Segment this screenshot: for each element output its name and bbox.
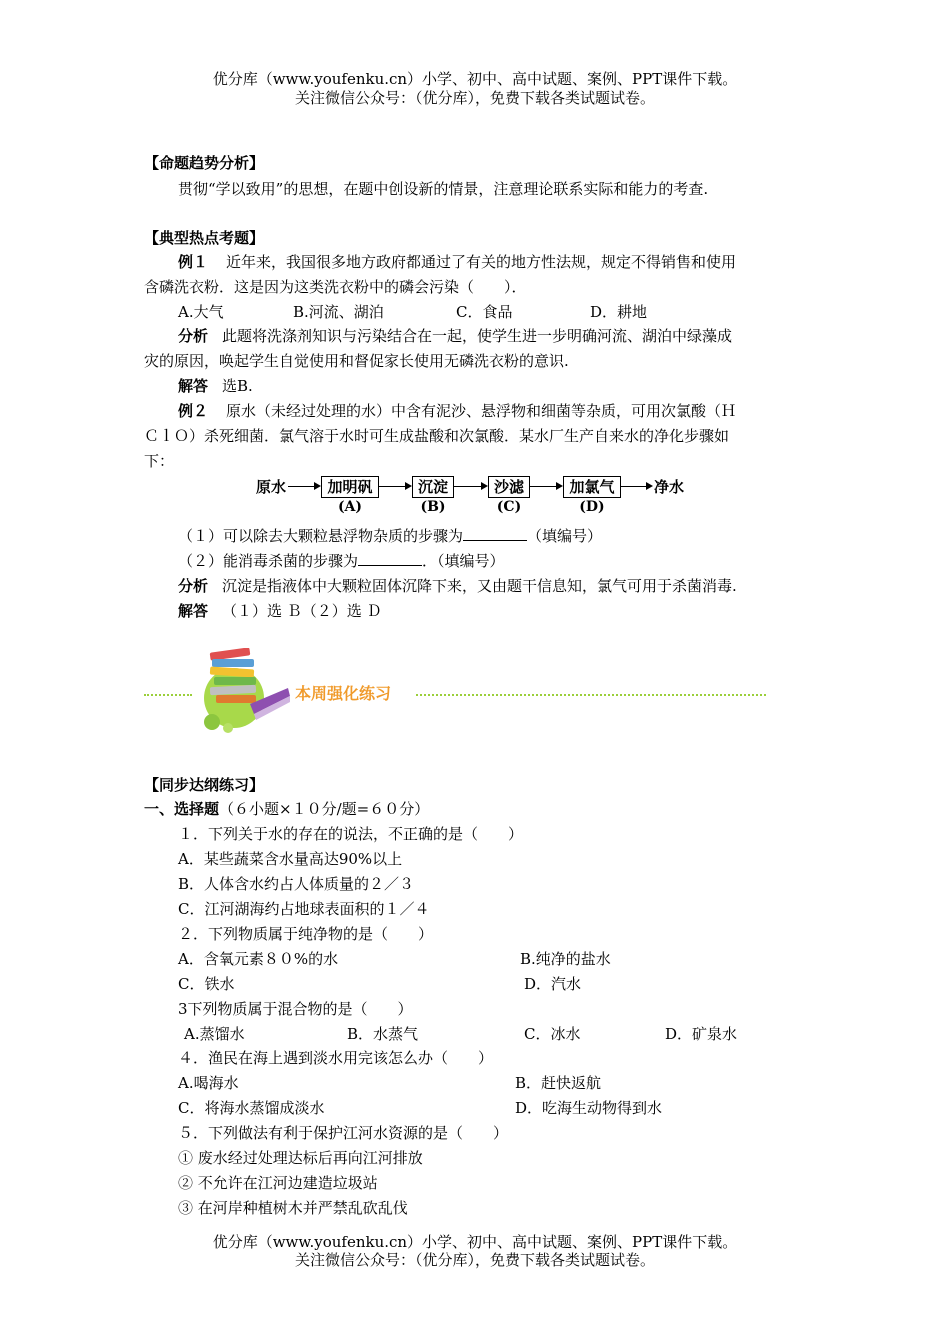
flow-arrow bbox=[621, 486, 651, 487]
flow-arrow bbox=[288, 486, 319, 487]
ex1-answer: 选B. bbox=[222, 377, 253, 395]
ex1-line-2: 含磷洗衣粉．这是因为这类洗衣粉中的磷会污染（ ）． bbox=[144, 278, 527, 296]
ex1-option-b: B.河流、湖泊 bbox=[293, 303, 384, 321]
ex1-answer-label: 解答 bbox=[178, 377, 209, 395]
ex1-analysis-line-2: 灾的原因，唤起学生自觉使用和督促家长使用无磷洗衣粉的意识. bbox=[144, 352, 569, 370]
flow-step-3: 沙滤 bbox=[488, 476, 530, 498]
flow-step-2: 沉淀 bbox=[412, 476, 454, 498]
banner-dotted-line-left bbox=[144, 694, 192, 696]
q3-option-d: D．矿泉水 bbox=[665, 1025, 738, 1043]
flow-start: 原水 bbox=[256, 478, 287, 496]
q4-option-c: C．将海水蒸馏成淡水 bbox=[178, 1099, 325, 1117]
section-label: 一、选择题 bbox=[144, 800, 220, 818]
header-line-2: 关注微信公众号：（优分库），免费下载各类试题试卷。 bbox=[294, 89, 655, 107]
ex1-option-a: A.大气 bbox=[178, 303, 224, 321]
flow-step-4-label: (D) bbox=[579, 499, 605, 515]
q4-option-d: D．吃海生动物得到水 bbox=[515, 1099, 663, 1117]
q4-option-b: B．赶快返航 bbox=[515, 1074, 602, 1092]
flow-end: 净水 bbox=[654, 478, 685, 496]
q1-option-c: C．江河湖海约占地球表面积的１／４ bbox=[178, 900, 430, 918]
flow-step-1: 加明矾 bbox=[321, 476, 379, 498]
ex2-analysis: 沉淀是指液体中大颗粒固体沉降下来，又由题干信息知，氯气可用于杀菌消毒. bbox=[222, 577, 737, 595]
flow-arrow bbox=[454, 486, 486, 487]
ex2-q2-suffix: ．（填编号） bbox=[422, 552, 505, 570]
flow-step-3-label: (C) bbox=[496, 499, 522, 515]
ex2-q1-text: （１）可以除去大颗粒悬浮物杂质的步骤为 bbox=[178, 527, 464, 545]
q2-option-b: B.纯净的盐水 bbox=[520, 950, 611, 968]
ex2-text-1: 原水（未经过处理的水）中含有泥沙、悬浮物和细菌等杂质，可用次氯酸（Ｈ bbox=[226, 402, 737, 420]
ex2-analysis-line bbox=[178, 576, 737, 596]
q4-option-a: A.喝海水 bbox=[178, 1074, 239, 1092]
q5-item-2: ② 不允许在江河边建造垃圾站 bbox=[178, 1174, 378, 1192]
practice-title: 【同步达纲练习】 bbox=[144, 776, 265, 794]
ex1-analysis-label: 分析 bbox=[178, 327, 209, 345]
flow-step-4: 加氯气 bbox=[563, 476, 621, 498]
ex2-line-3: 下： bbox=[144, 452, 175, 470]
ex1-answer-line bbox=[178, 376, 253, 396]
trend-text: 贯彻“学以致用”的思想，在题中创设新的情景，注意理论联系实际和能力的考查. bbox=[178, 180, 709, 198]
ex2-question-2 bbox=[178, 551, 505, 571]
flow-step-2-label: (B) bbox=[420, 499, 446, 515]
banner-dotted-line-right bbox=[416, 694, 766, 696]
hot-title: 【典型热点考题】 bbox=[144, 229, 265, 247]
answer-blank bbox=[358, 551, 422, 566]
ex2-question-1 bbox=[178, 526, 602, 546]
footer-line-2: 关注微信公众号：（优分库），免费下载各类试题试卷。 bbox=[294, 1251, 655, 1269]
flow-arrow bbox=[379, 486, 410, 487]
q1-stem: １．下列关于水的存在的说法，不正确的是（ ） bbox=[178, 825, 524, 843]
ex2-answer: （１）选 Ｂ（２）选 Ｄ bbox=[222, 602, 382, 620]
q2-stem: ２．下列物质属于纯净物的是（ ） bbox=[178, 925, 434, 943]
ex2-q1-suffix: （填编号） bbox=[527, 527, 603, 545]
books-icon bbox=[198, 648, 292, 734]
q3-option-b: B．水蒸气 bbox=[347, 1025, 419, 1043]
q5-item-1: ① 废水经过处理达标后再向江河排放 bbox=[178, 1149, 423, 1167]
ex1-option-d: D．耕地 bbox=[590, 303, 648, 321]
q2-option-a: A．含氧元素８０%的水 bbox=[178, 950, 339, 968]
ex1-analysis-line-1 bbox=[178, 326, 732, 346]
ex1-option-c: C．食品 bbox=[456, 303, 513, 321]
flow-step-1-label: (A) bbox=[337, 499, 363, 515]
header-line-1: 优分库（www.youfenku.cn）小学、初中、高中试题、案例、PPT课件下载。 bbox=[212, 70, 738, 88]
q1-option-b: B．人体含水约占人体质量的２／３ bbox=[178, 875, 415, 893]
ex2-q2-text: （２）能消毒杀菌的步骤为 bbox=[178, 552, 359, 570]
ex1-line-1 bbox=[178, 252, 736, 272]
answer-blank bbox=[463, 526, 527, 541]
banner-title: 本周强化练习 bbox=[295, 684, 392, 703]
footer-line-1: 优分库（www.youfenku.cn）小学、初中、高中试题、案例、PPT课件下载。 bbox=[212, 1233, 738, 1251]
section-heading bbox=[144, 799, 429, 819]
q2-option-c: C．铁水 bbox=[178, 975, 235, 993]
ex2-label: 例２ bbox=[178, 402, 209, 420]
q1-option-a: A．某些蔬菜含水量高达90%以上 bbox=[178, 850, 403, 868]
q3-option-a: A.蒸馏水 bbox=[184, 1025, 245, 1043]
ex2-analysis-label: 分析 bbox=[178, 577, 209, 595]
q2-option-d: D．汽水 bbox=[524, 975, 582, 993]
q4-stem: ４．渔民在海上遇到淡水用完该怎么办（ ） bbox=[178, 1049, 494, 1067]
q5-item-3: ③ 在河岸种植树木并严禁乱砍乱伐 bbox=[178, 1199, 408, 1217]
q3-option-c: C．冰水 bbox=[524, 1025, 581, 1043]
ex2-line-1 bbox=[178, 401, 736, 421]
ex2-answer-label: 解答 bbox=[178, 602, 209, 620]
flow-arrow bbox=[530, 486, 561, 487]
ex1-analysis-text-1: 此题将洗涤剂知识与污染结合在一起，使学生进一步明确河流、湖泊中绿藻成 bbox=[222, 327, 733, 345]
ex1-label: 例１ bbox=[178, 253, 209, 271]
ex2-line-2: ＣｌＯ）杀死细菌．氯气溶于水时可生成盐酸和次氯酸．某水厂生产自来水的净化步骤如 bbox=[144, 427, 730, 445]
q3-stem: 3下列物质属于混合物的是（ ） bbox=[178, 1000, 413, 1018]
q5-stem: ５．下列做法有利于保护江河水资源的是（ ） bbox=[178, 1124, 509, 1142]
ex1-text-1: 近年来，我国很多地方政府都通过了有关的地方性法规，规定不得销售和使用 bbox=[226, 253, 737, 271]
section-note: （６小题×１０分/题=６０分） bbox=[219, 800, 430, 818]
ex2-answer-line bbox=[178, 601, 382, 621]
trend-title: 【命题趋势分析】 bbox=[144, 154, 265, 172]
